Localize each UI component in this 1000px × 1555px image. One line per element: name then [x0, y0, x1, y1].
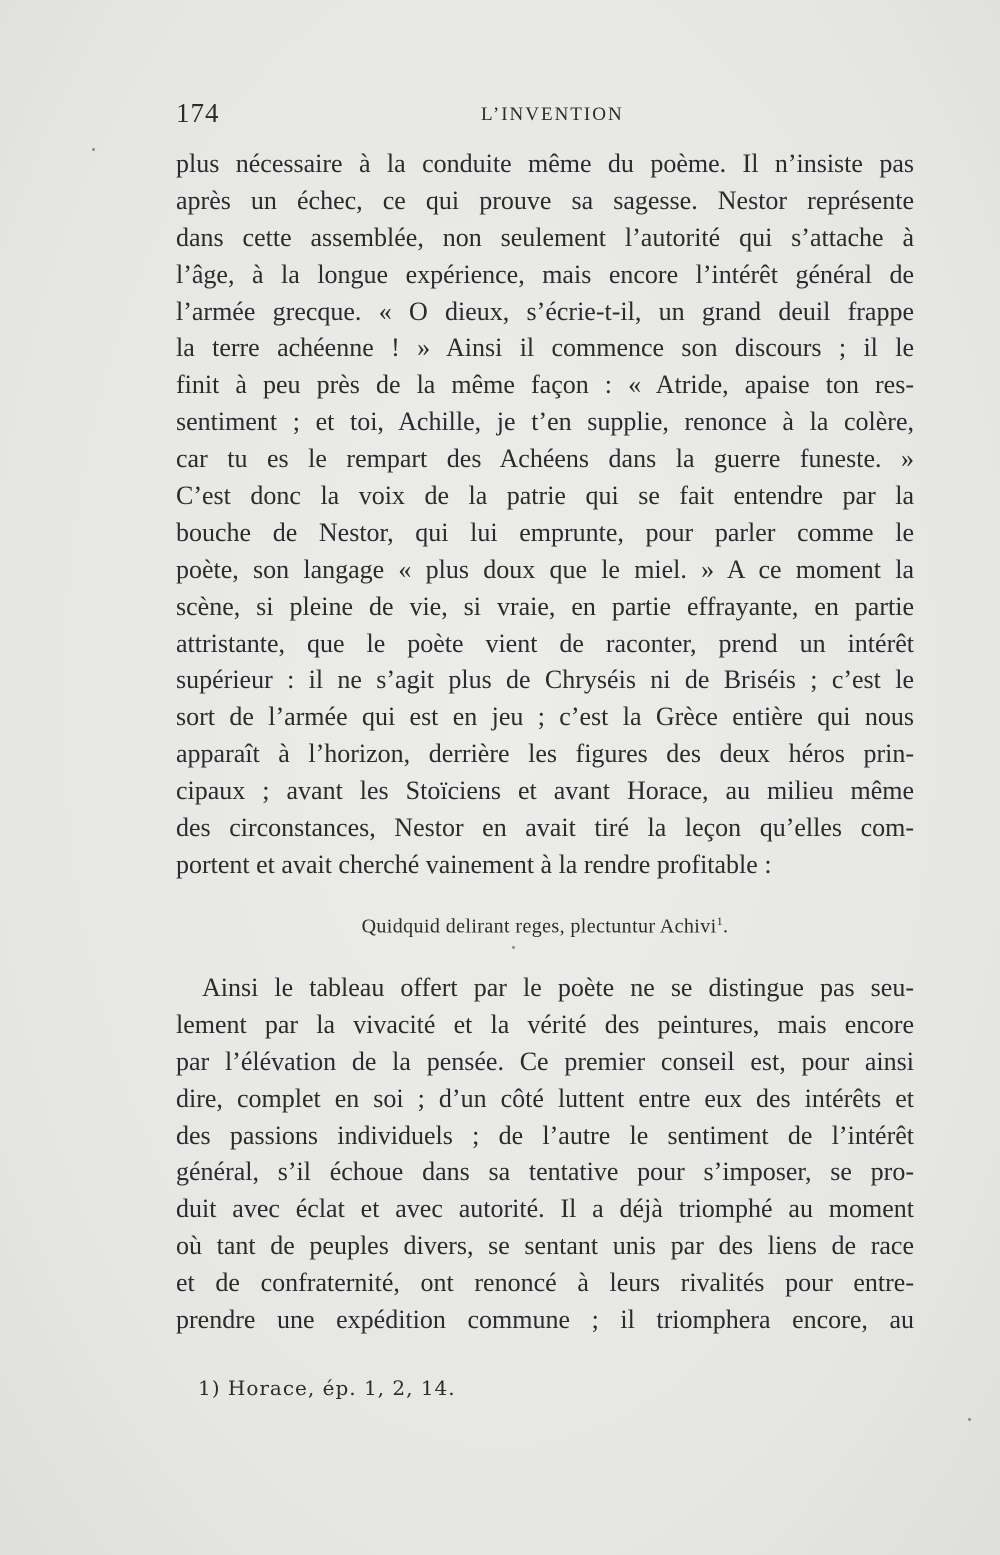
paper-speck — [92, 148, 95, 151]
paragraph-1 — [176, 146, 914, 884]
page-body — [176, 146, 914, 1335]
text-line: bouche de Nestor, qui lui emprunte, pour parler comme le — [176, 517, 914, 547]
text-line: poète, son langage « plus doux que le miel. » A ce moment la — [176, 554, 914, 584]
text-line: car tu es le rempart des Achéens dans la guerre funeste. » — [176, 444, 914, 474]
quotation-text: Quidquid delirant reges, plectuntur Achivi — [361, 915, 717, 938]
text-line: apparaît à l’horizon, derrière les figures des deux héros prin- — [176, 739, 914, 769]
text-line: plus nécessaire à la conduite même du poème. Il n’insiste pas — [176, 149, 914, 178]
footnote-mark: 1 — [716, 914, 724, 928]
text-line: supérieur : il ne s’agit plus de Chryséis ni de Briséis ; c’est le — [176, 665, 914, 695]
text-line: attristante, que le poète vient de raconter, prend un intérêt — [176, 628, 914, 658]
paper-speck — [968, 1418, 971, 1421]
text-line: dire, complet en soi ; d’un côté luttent entre eux des intérêts et — [176, 1083, 914, 1113]
page-number: 174 — [176, 98, 220, 128]
text-line: scène, si pleine de vie, si vraie, en partie effrayante, en partie — [176, 591, 914, 621]
paragraph-2 — [176, 970, 914, 1339]
text-line: l’âge, à la longue expérience, mais encore l’intérêt général de — [176, 259, 914, 289]
text-line: duit avec éclat et avec autorité. Il a déjà triomphé au moment — [176, 1194, 914, 1224]
text-line: C’est donc la voix de la patrie qui se fait entendre par la — [176, 481, 914, 511]
text-line: portent et avait cherché vainement à la rendre profitable : — [176, 849, 772, 879]
text-line: Ainsi le tableau offert par le poète ne se distingue pas seu- — [202, 973, 914, 1002]
text-line: la terre achéenne ! » Ainsi il commence son discours ; il le — [176, 333, 914, 363]
running-title: L’INVENTION — [481, 104, 624, 125]
text-line: l’armée grecque. « O dieux, s’écrie-t-il, un grand deuil frappe — [176, 296, 914, 326]
text-line: finit à peu près de la même façon : « Atride, apaise ton res- — [176, 370, 914, 400]
quotation-end: . — [723, 915, 729, 938]
page-header — [176, 98, 916, 132]
text-line: sort de l’armée qui est en jeu ; c’est la Grèce entière qui nous — [176, 702, 914, 732]
text-line: cipaux ; avant les Stoïciens et avant Horace, au milieu même — [176, 776, 914, 806]
latin-quotation — [176, 914, 914, 939]
text-line: et de confraternité, ont renoncé à leurs rivalités pour entre- — [176, 1268, 914, 1298]
text-line: général, s’il échoue dans sa tentative pour s’imposer, se pro- — [176, 1157, 914, 1187]
text-line: après un échec, ce qui prouve sa sagesse. Nestor représente — [176, 185, 914, 215]
text-line: sentiment ; et toi, Achille, je t’en supplie, renonce à la colère, — [176, 407, 914, 437]
text-line: des circonstances, Nestor en avait tiré la leçon qu’elles com- — [176, 813, 914, 843]
text-line: lement par la vivacité et la vérité des peintures, mais encore — [176, 1009, 914, 1039]
paper-speck — [512, 946, 515, 949]
footnote: 1) Horace, ép. 1, 2, 14. — [198, 1376, 456, 1400]
text-line: par l’élévation de la pensée. Ce premier conseil est, pour ainsi — [176, 1046, 914, 1076]
text-line: où tant de peuples divers, se sentant unis par des liens de race — [176, 1231, 914, 1261]
text-line: prendre une expédition commune ; il triomphera encore, au — [176, 1305, 914, 1335]
text-line: des passions individuels ; de l’autre le sentiment de l’intérêt — [176, 1120, 914, 1150]
text-line: dans cette assemblée, non seulement l’autorité qui s’attache à — [176, 222, 914, 252]
